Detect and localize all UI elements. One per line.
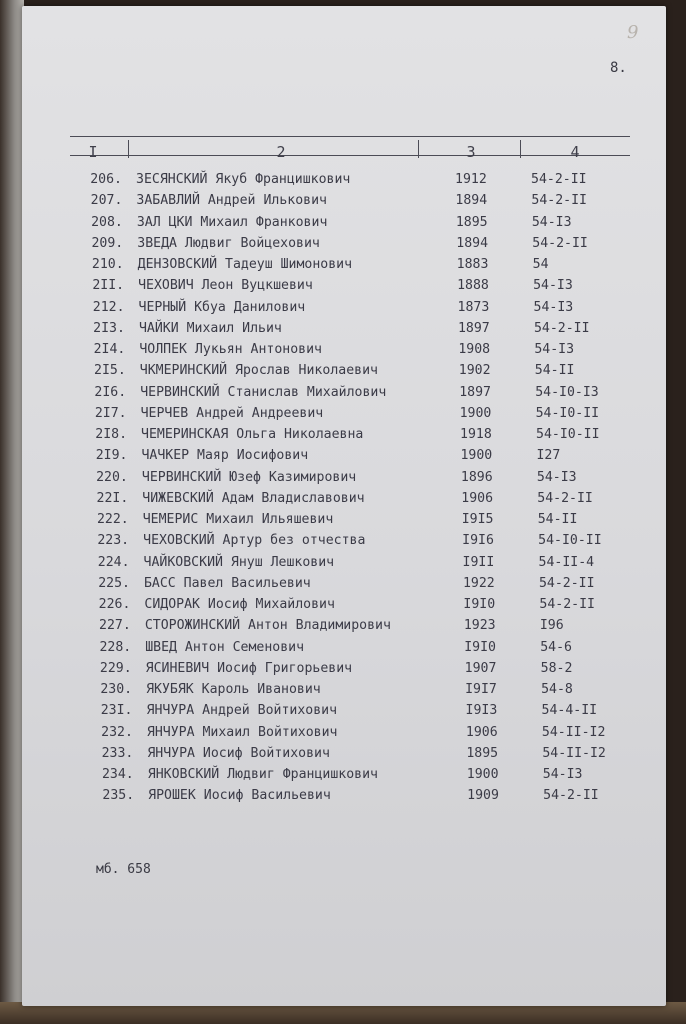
record-name: СТОРОЖИНСКИЙ Антон Владимирович [144,618,391,634]
record-year: 1900 [466,767,499,782]
record-number: 227. [99,618,131,634]
record-name: ЯНЧУРА Михаил Войтихович [146,724,338,740]
record-code: 54-2-II [543,788,599,804]
record-number: 229. [99,660,132,676]
record-number: 2I4. [93,342,126,357]
record-name: ЗАБАВЛИЙ Андрей Илькович [136,193,327,209]
record-name: ЯНЧУРА Андрей Войтихович [146,703,338,719]
record-number: 22I. [96,490,129,506]
record-code: 54-I3 [536,469,577,485]
record-year: 1894 [455,193,488,209]
header-separator [128,140,129,158]
record-code: 54-8 [541,682,573,697]
record-code: I27 [536,448,561,464]
record-year: 1888 [457,278,489,294]
record-code: 54-6 [540,639,572,655]
column-header-3: 3 [466,143,476,161]
record-code: 54-I0-II [536,427,600,442]
record-year: 1900 [459,405,492,421]
column-header-4: 4 [570,143,580,161]
record-code: 54-2-II [531,193,587,209]
column-header-1: I [88,143,98,161]
record-year: 1902 [458,363,491,379]
record-number: 2I5. [94,363,126,379]
record-code: 54-I0-I3 [535,384,599,400]
record-name: ЧАЙКИ Михаил Ильич [138,320,282,336]
record-number: 230. [100,682,133,697]
record-code: 54-I0-II [538,533,602,549]
record-number: 2II. [92,278,125,294]
record-name: ДЕНЗОВСКИЙ Тадеуш Шимонович [137,257,353,272]
record-name: ЗВЕДА Людвиг Войцехович [137,235,320,251]
record-year: I9II [462,554,495,570]
record-number: 206. [90,172,122,187]
record-number: 220. [96,469,128,485]
page-number: 8. [610,60,627,76]
record-name: ЧЕМЕРИНСКАЯ Ольга Николаевна [141,427,364,442]
record-code: 54-2-II [533,320,590,336]
record-name: ЯНКОВСКИЙ Людвиг Францишкович [147,767,378,782]
record-year: I9I3 [465,703,498,719]
record-year: I9I5 [461,512,494,527]
header-separator [418,140,419,158]
record-number: 2I6. [94,384,127,400]
record-name: ЯНЧУРА Иосиф Войтихович [147,745,330,761]
record-year: 1906 [461,490,494,506]
record-number: 23I. [100,703,133,719]
record-code: 54-2-II [538,575,595,591]
record-code: 54-II-I2 [541,724,606,740]
record-code: 54-2-II [539,597,595,612]
record-code: 54-I3 [534,342,575,357]
record-code: 54-I3 [533,278,573,294]
record-year: I9I6 [462,533,494,549]
record-number: 2I8. [95,427,128,442]
record-year: 1896 [460,469,493,485]
footer-note: мб. 658 [96,862,151,877]
record-number: 224. [97,554,130,570]
record-number: 2I7. [94,405,127,421]
record-name: ЗЕСЯНСКИЙ Якуб Францишкович [136,172,351,187]
record-code: 54-4-II [541,703,598,719]
record-year: I9I0 [463,597,496,612]
header-rule-top [70,136,630,137]
record-number: 2I3. [93,320,125,336]
record-name: ЯРОШЕК Иосиф Васильевич [148,788,331,804]
record-number: 235. [102,788,135,804]
record-number: 208. [91,214,123,230]
pencil-page-mark: 9 [627,22,639,43]
record-name: ЧЕХОВИЧ Леон Вуцкшевич [138,278,313,294]
record-name: ЧАЧКЕР Маяр Иосифович [141,448,309,464]
record-year: 1906 [465,724,498,740]
record-code: I96 [539,618,564,634]
record-year: 1907 [464,660,497,676]
record-year: 1900 [460,448,493,464]
record-code: 54-II-I2 [542,745,606,761]
record-number: 212. [92,299,125,315]
record-year: 1922 [462,575,495,591]
record-name: ШВЕД Антон Семенович [145,639,305,655]
record-year: 1909 [467,788,499,804]
record-number: 209. [91,235,124,251]
record-name: ЧЕМЕРИС Михаил Ильяшевич [142,512,334,527]
record-year: 1908 [458,342,491,357]
record-code: 54-II-4 [538,554,595,570]
record-number: 207. [90,193,123,209]
record-number: 210. [91,257,124,272]
record-name: ЧЕХОВСКИЙ Артур без отчества [143,533,366,549]
record-code: 54-II [534,363,575,379]
record-name: ЧЕРВИНСКИЙ Юзеф Казимирович [141,469,357,485]
header-separator [520,140,521,158]
record-name: ЧЕРНЫЙ Кбуа Данилович [138,299,306,315]
record-code: 54-I3 [533,299,574,315]
record-code: 54-I3 [531,214,572,230]
record-year: I9I0 [464,639,496,655]
record-year: 1912 [455,172,487,187]
record-year: 1918 [460,427,492,442]
record-name: ЗАЛ ЦКИ Михаил Франкович [136,214,328,230]
record-number: 234. [101,767,134,782]
record-name: ЯСИНЕВИЧ Иосиф Григорьевич [145,660,353,676]
record-number: 226. [98,597,131,612]
record-year: 1923 [463,618,496,634]
header-rule-bottom [70,155,630,156]
record-code: 54-II [537,512,578,527]
record-year: I9I7 [465,682,497,697]
record-name: ЧИЖЕВСКИЙ Адам Владиславович [142,490,365,506]
record-number: 232. [101,724,133,740]
record-year: 1897 [459,384,491,400]
record-number: 225. [98,575,130,591]
record-code: 54-2-II [537,490,593,506]
record-code: 54-2-II [531,172,587,187]
record-name: ЯКУБЯК Кароль Иванович [146,682,321,697]
record-year: 1883 [456,257,489,272]
record-code: 54-I3 [542,767,583,782]
record-name: ЧЕРВИНСКИЙ Станислав Михайлович [140,384,387,400]
record-number: 222. [96,512,129,527]
binder-edge [0,0,24,1024]
record-code: 54-I0-II [535,405,600,421]
record-name: ЧЕРЧЕВ Андрей Андреевич [140,405,324,421]
record-name: ЧАЙКОВСКИЙ Януш Лешкович [143,554,335,570]
record-number: 223. [97,533,130,549]
record-code: 54-2-II [532,235,588,251]
record-year: 1894 [456,235,489,251]
record-year: 1897 [457,320,490,336]
record-name: ЧОЛПЕК Лукьян Антонович [139,342,322,357]
record-number: 2I9. [95,448,128,464]
record-year: 1895 [466,745,499,761]
record-code: 58-2 [540,660,573,676]
record-number: 233. [101,745,134,761]
record-year: 1873 [457,299,490,315]
record-number: 228. [99,639,132,655]
column-header-2: 2 [276,143,286,161]
record-name: ЧКМЕРИНСКИЙ Ярослав Николаевич [139,363,378,379]
record-name: СИДОРАК Иосиф Михайлович [144,597,335,612]
record-code: 54 [532,257,549,272]
record-year: 1895 [455,214,488,230]
record-name: БАСС Павел Васильевич [143,575,311,591]
